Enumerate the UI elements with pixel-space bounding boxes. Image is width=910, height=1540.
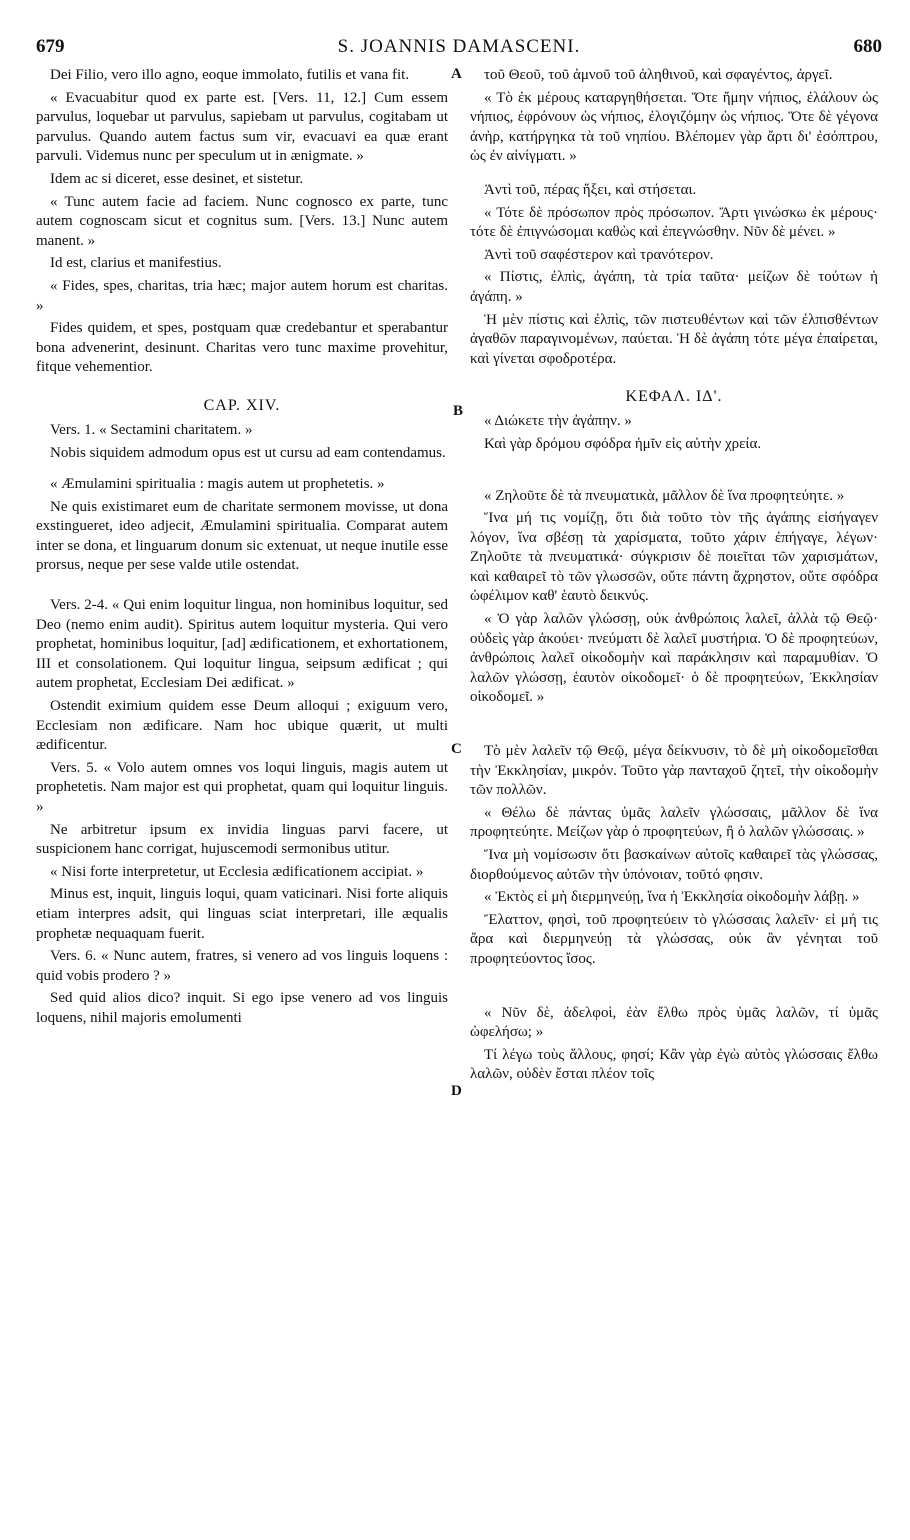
latin-paragraph: Vers. 6. « Nunc autem, fratres, si venero ad vos linguis loquens : quid vobis prodero ? » bbox=[36, 948, 448, 984]
greek-paragraph: « Νῦν δὲ, ἀδελφοὶ, ἐὰν ἔλθω πρὸς ὑμᾶς λαλῶν, τί ὑμᾶς ὠφελήσω; » bbox=[470, 1004, 878, 1041]
latin-paragraph: Dei Filio, vero illo agno, eoque immolato, futilis et vana fit. bbox=[50, 67, 410, 83]
latin-paragraph: Id est, clarius et manifestius. bbox=[50, 255, 222, 272]
latin-paragraph: « Fides, spes, charitas, tria hæc; major autem horum est charitas. » bbox=[36, 277, 448, 314]
latin-paragraph: « Æmulamini spiritualia : magis autem ut prophetetis. » bbox=[50, 476, 385, 493]
section-marker-d: D bbox=[451, 1083, 462, 1099]
section-marker-b: B bbox=[453, 403, 464, 419]
greek-paragraph: « Τότε δὲ πρόσωπον πρὸς πρόσωπον. Ἄρτι γινώσκω ἐκ μέρους· τότε δὲ ἐπιγνώσομαι καθὼς καὶ ἐπεγνώσθην. Νῦν δὲ μένει. » bbox=[470, 204, 878, 241]
latin-paragraph: Nobis siquidem admodum opus est ut cursu ad eam contendamus. bbox=[50, 444, 446, 461]
section-marker-a: A bbox=[451, 66, 462, 82]
greek-paragraph: « Πίστις, ἐλπὶς, ἀγάπη, τὰ τρία ταῦτα· μείζων δὲ τούτων ἡ ἀγάπη. » bbox=[470, 269, 878, 305]
greek-paragraph: Τὸ μὲν λαλεῖν τῷ Θεῷ, μέγα δείκνυσιν, τὸ δὲ μὴ οἰκοδομεῖσθαι τὴν Ἐκκλησίαν, μικρόν. Τοῦτο γὰρ πανταχοῦ ζητεῖ, τὴν οἰκοδομὴν τῶν πολλῶν. bbox=[470, 743, 878, 799]
greek-paragraph: Ἀντὶ τοῦ, πέρας ἥξει, καὶ στήσεται. bbox=[484, 181, 697, 198]
greek-paragraph: Καὶ γὰρ δρόμου σφόδρα ἡμῖν εἰς αὐτὴν χρεία. bbox=[484, 435, 762, 452]
greek-paragraph: Ἀντὶ τοῦ σαφέστερον καὶ τρανότερον. bbox=[484, 246, 714, 263]
greek-paragraph: « Διώκετε τὴν ἀγάπην. » bbox=[484, 413, 632, 430]
latin-paragraph: Vers. 2-4. « Qui enim loquitur lingua, non hominibus loquitur, sed Deo (nemo enim audit). Spiritus autem loquitur mysteria. Qui vero prophetat, hominibus loquitur, [ad] ædificationem, et exhortationem, III et consolationem. Qui loquitur lingua, seipsum ædificat ; qui autem prophetat, Ecclesiam Dei ædificat. » bbox=[36, 597, 448, 692]
greek-paragraph: Τί λέγω τοὺς ἄλλους, φησί; Κἂν γὰρ ἐγὼ αὐτὸς γλώσσαις ἔλθω λαλῶν, οὐδὲν ἔσται πλέον τοῖς bbox=[470, 1046, 878, 1083]
latin-paragraph: « Tunc autem facie ad faciem. Nunc cognosco ex parte, tunc autem cognoscam sicut et cognitus sum. [Vers. 13.] Nunc autem manent. » bbox=[36, 193, 448, 249]
greek-paragraph: Ἵνα μὴ νομίσωσιν ὅτι βασκαίνων αὐτοῖς καθαιρεῖ τὰς γλώσσας, διορθούμενος αὐτῶν τὴν ὑπόνοιαν, τοῦτό φησιν. bbox=[470, 847, 878, 883]
latin-paragraph: Vers. 5. « Volo autem omnes vos loqui linguis, magis autem ut prophetetis. Nam major est qui prophetat, quam qui loquitur linguis. » bbox=[36, 759, 448, 815]
latin-chapter-heading: CAP. XIV. bbox=[203, 396, 281, 414]
latin-column bbox=[36, 66, 448, 1029]
greek-paragraph: Ἵνα μή τις νομίζῃ, ὅτι διὰ τοῦτο τὸν τῆς ἀγάπης εἰσήγαγεν λόγον, ἵνα σβέσῃ τὰ χαρίσματα, τοῦτο χάριν ἐπήγαγε, λέγων· Ζηλοῦτε τὰ πνευματικά· σύγκρισιν δὲ ποιεῖται τῶν χαρισμάτων, καὶ καθαιρεῖ τὸ τῶν γλωσσῶν, οὔτε πάντη ἄχρηστον, οὔτε σφόδρα ὠφέλιμον καθ' ἑαυτὸ δεικνύς. bbox=[470, 510, 878, 605]
greek-paragraph: « Τὸ ἐκ μέρους καταργηθήσεται. Ὅτε ἤμην νήπιος, ἐλάλουν ὡς νήπιος, ἐφρόνουν ὡς νήπιος, ἐλογιζόμην ὡς νήπιος. Ὅτε δὲ γέγονα ἀνὴρ, κατήργηκα τὰ τοῦ νηπίου. Βλέπομεν γὰρ ἄρτι δι' ἐσόπτρου, ὡς ἐν αἰνίγματι. » bbox=[470, 89, 878, 165]
latin-paragraph: « Evacuabitur quod ex parte est. [Vers. 11, 12.] Cum essem parvulus, loquebar ut parvulus, sapiebam ut parvulus, cogitabam ut parvulus. Quando autem factus sum vir, evacuavi ea quæ erant parvuli. Videmus nunc per speculum ut in ænigmate. » bbox=[36, 89, 448, 165]
latin-paragraph: Idem ac si diceret, esse desinet, et sistetur. bbox=[50, 170, 304, 187]
greek-paragraph: Ἡ μὲν πίστις καὶ ἐλπὶς, τῶν πιστευθέντων καὶ τῶν ἐλπισθέντων ἀγαθῶν παραγινομένων, παύεται. Ἡ δὲ ἀγάπη τότε μέγα ἐπαίρεται, καὶ γίνεται σφοδροτέρα. bbox=[470, 311, 878, 367]
latin-paragraph: Vers. 1. « Sectamini charitatem. » bbox=[50, 421, 253, 438]
greek-column bbox=[470, 66, 878, 1085]
latin-paragraph: Fides quidem, et spes, postquam quæ credebantur et sperabantur bona advenerint, desinunt. Charitas vero tunc maxime provehitur, fitque vehementior. bbox=[36, 320, 448, 376]
greek-paragraph: τοῦ Θεοῦ, τοῦ ἀμνοῦ τοῦ ἀληθινοῦ, καὶ σφαγέντος, ἀργεῖ. bbox=[484, 67, 833, 83]
greek-paragraph: « Θέλω δὲ πάντας ὑμᾶς λαλεῖν γλώσσαις, μᾶλλον δὲ ἵνα προφητεύητε. Μείζων γὰρ ὁ προφητεύων, ἢ ὁ λαλῶν γλώσσαις. » bbox=[470, 804, 878, 841]
greek-paragraph: « Ὁ γὰρ λαλῶν γλώσσῃ, οὐκ ἀνθρώποις λαλεῖ, ἀλλὰ τῷ Θεῷ· οὐδεὶς γὰρ ἀκούει· πνεύματι δὲ λαλεῖ μυστήρια. Ὁ δὲ προφητεύων, ἀνθρώποις λαλεῖ οἰκοδομὴν καὶ παράκλησιν καὶ παραμυθίαν. Ὁ λαλῶν γλώσσῃ, ἑαυτὸν οἰκοδομεῖ· ὁ δὲ προφητεύων, Ἐκκλησίαν οἰκοδομεῖ. » bbox=[470, 611, 878, 706]
greek-paragraph: Ἔλαττον, φησὶ, τοῦ προφητεύειν τὸ γλώσσαις λαλεῖν· εἰ μή τις ἄρα καὶ διερμηνεύῃ τὰ γλώσσας, οὐκ ἂν γένηται τοῦ προφητεύοντος ἴσος. bbox=[470, 911, 878, 967]
latin-paragraph: Ne arbitretur ipsum ex invidia linguas parvi facere, ut suspicionem hanc corrigat, hujuscemodi sermonibus utitur. bbox=[36, 821, 448, 858]
page-header bbox=[36, 36, 882, 62]
greek-chapter-heading: ΚΕΦΑΛ. ΙΔ'. bbox=[625, 388, 723, 406]
latin-paragraph: Sed quid alios dico? inquit. Si ego ipse venero ad vos linguis loquens, nihil majoris emolumenti bbox=[36, 990, 448, 1026]
running-title: S. JOANNIS DAMASCENI. bbox=[337, 36, 581, 57]
section-marker-c: C bbox=[451, 741, 462, 757]
right-page-number: 680 bbox=[853, 36, 882, 57]
left-page-number: 679 bbox=[36, 36, 65, 57]
latin-paragraph: « Nisi forte interpretetur, ut Ecclesia ædificationem accipiat. » bbox=[50, 863, 424, 880]
greek-paragraph: « Ἐκτὸς εἰ μὴ διερμηνεύῃ, ἵνα ἡ Ἐκκλησία οἰκοδομὴν λάβῃ. » bbox=[484, 889, 860, 906]
latin-paragraph: Ne quis existimaret eum de charitate sermonem movisse, ut dona exstingueret, ideo adjecit, Æmulamini spiritualia. Comparat autem inter se dona, et linguarum donum sic extenuat, ut neque inutile esse prorsus, neque per sese valde utile ostendat. bbox=[36, 498, 448, 574]
latin-paragraph: Minus est, inquit, linguis loqui, quam vaticinari. Nisi forte aliquis etiam interpres adsit, qui linguas sciat interpretari, ille æqualis prophetæ nequaquam fuerit. bbox=[36, 886, 448, 942]
latin-paragraph: Ostendit eximium quidem esse Deum alloqui ; exiguum vero, Ecclesiam non ædificare. Nam hoc ubique quærit, ut multi ædificentur. bbox=[36, 698, 448, 754]
greek-paragraph: « Ζηλοῦτε δὲ τὰ πνευματικὰ, μᾶλλον δὲ ἵνα προφητεύητε. » bbox=[484, 487, 845, 504]
